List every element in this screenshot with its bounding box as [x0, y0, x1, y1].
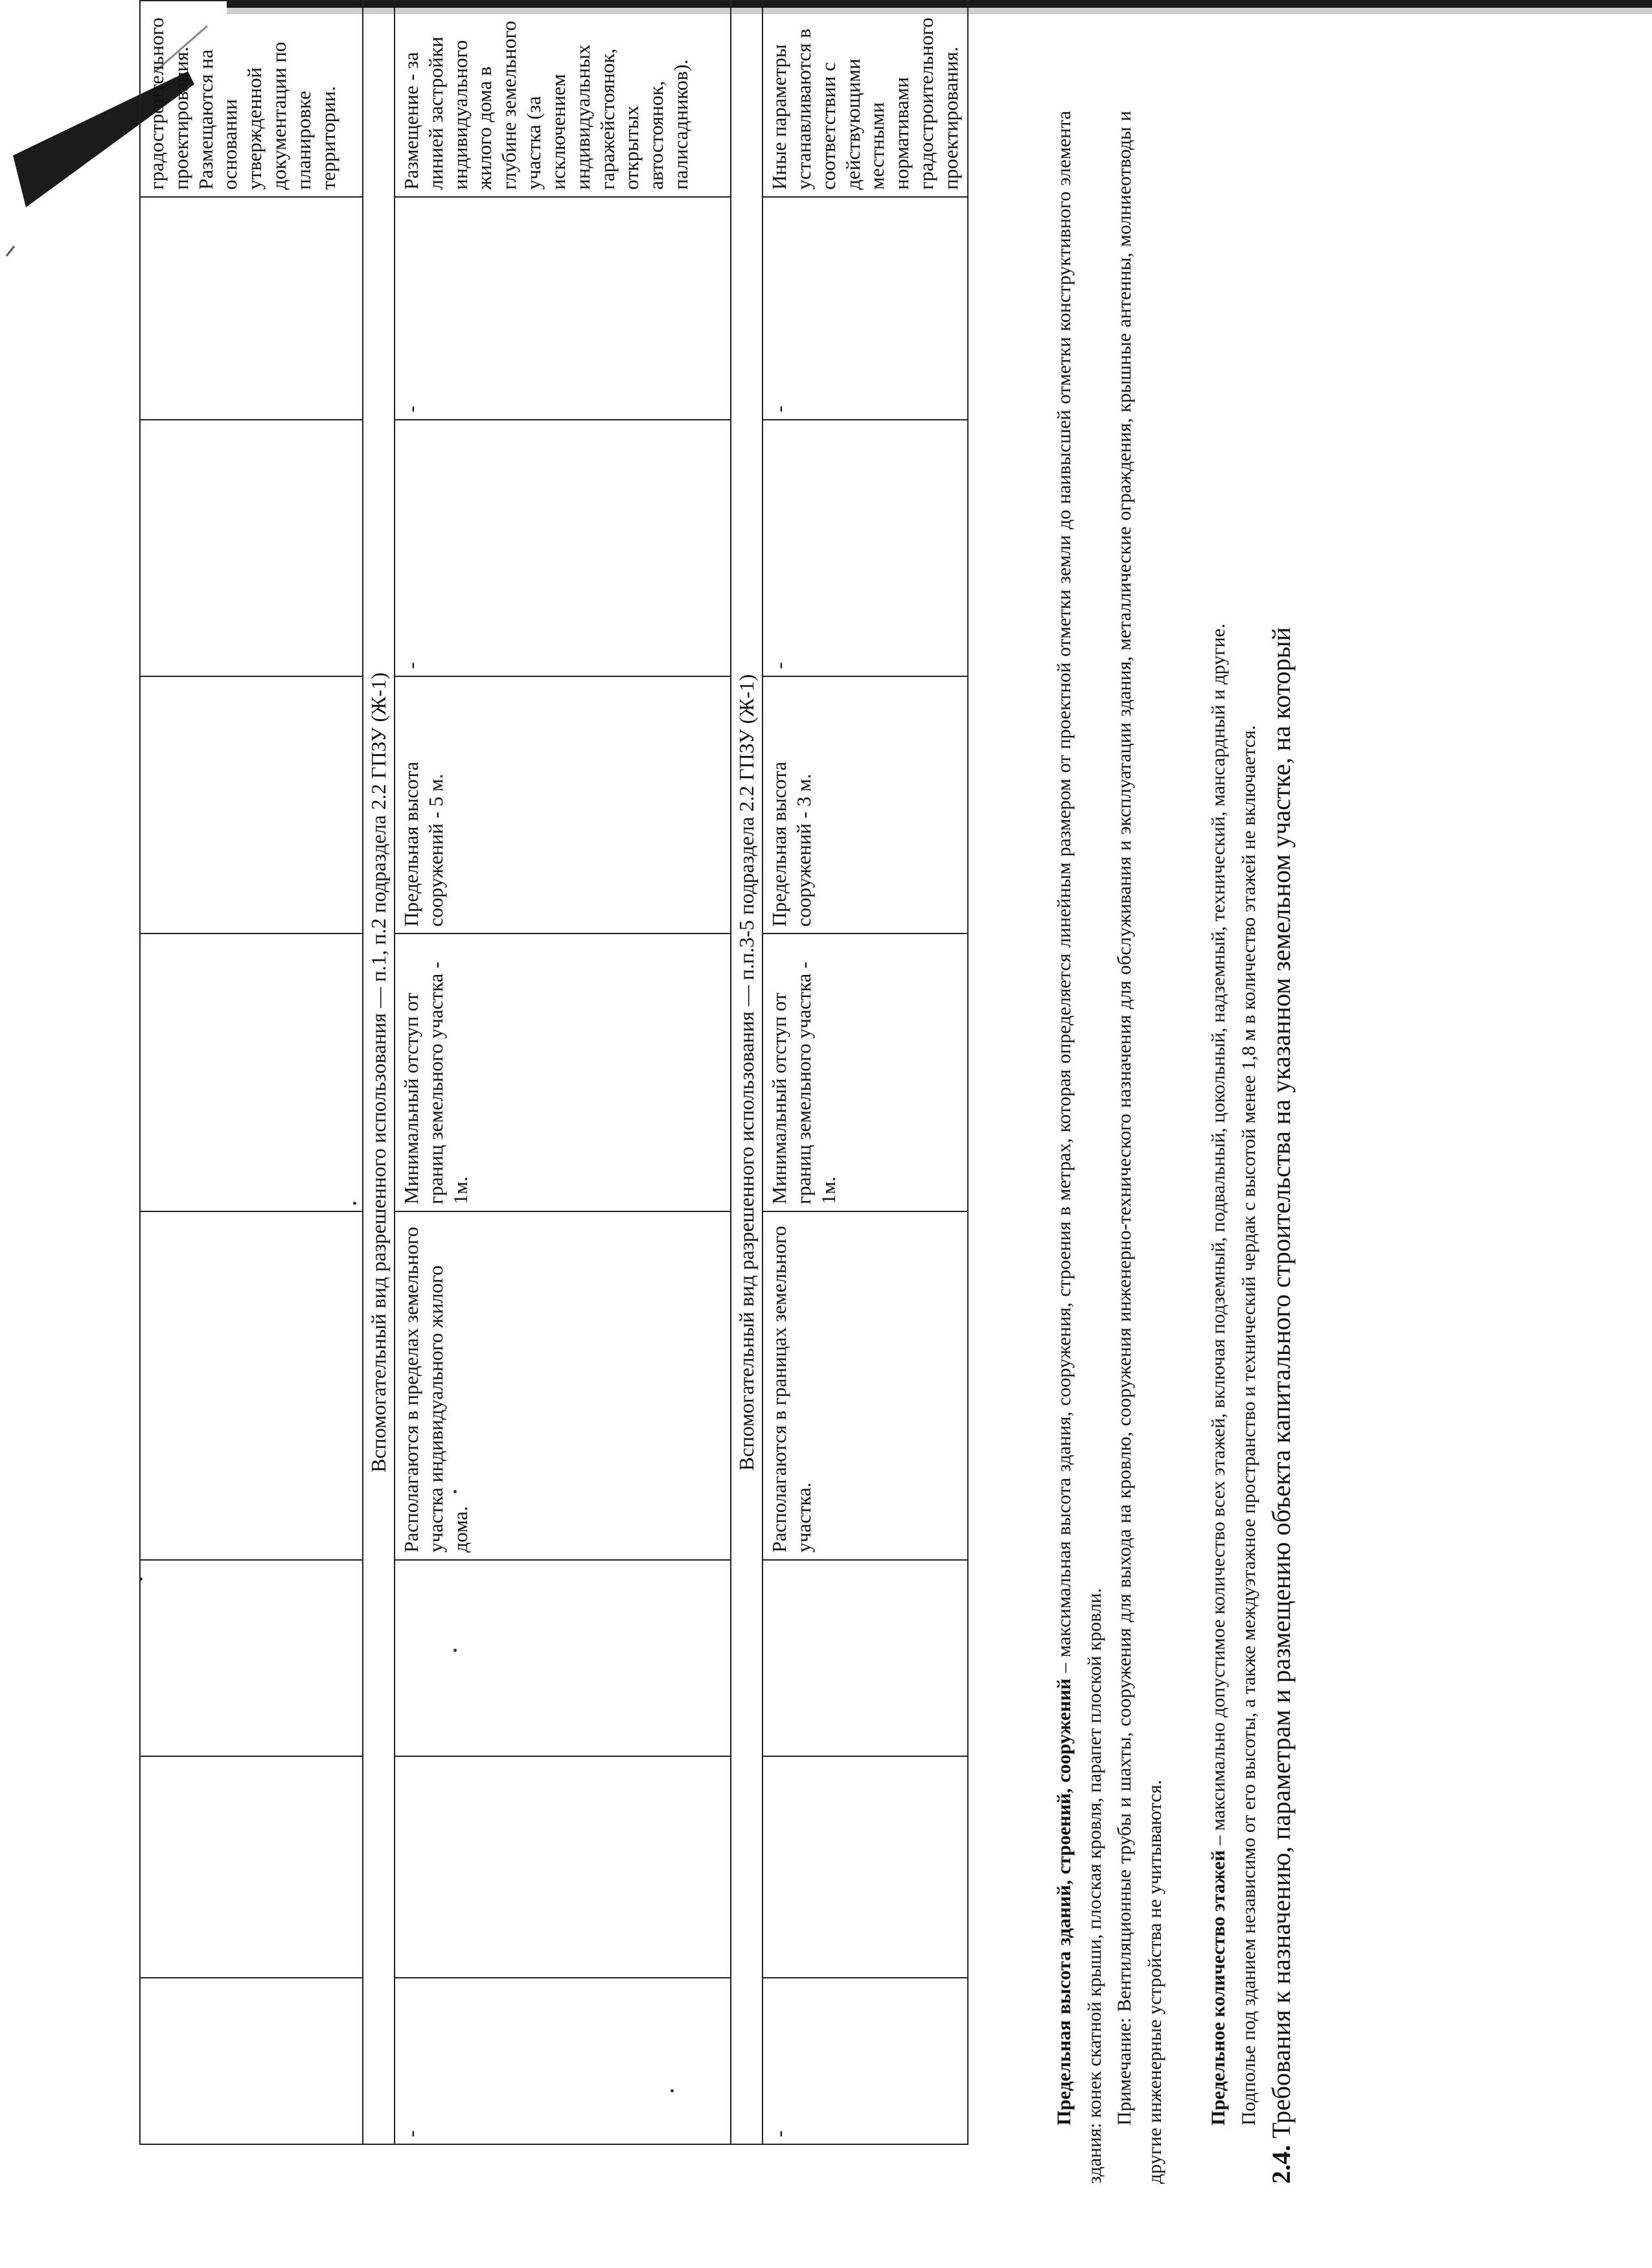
section-title-text: Требования к назначению, параметрам и размещению объекта капитального строительства на указанном земельном участке, на который: [1267, 627, 1296, 2145]
table-cell: -: [763, 197, 968, 420]
table-cell: -: [395, 420, 731, 676]
table-cell: [140, 420, 363, 676]
table-cell: [140, 1211, 363, 1560]
table-cell: [140, 197, 363, 420]
table-cell: Предельная высота сооружений - 3 м.: [763, 676, 968, 934]
table-cell: -: [395, 1978, 731, 2144]
body-text: [1050, 111, 1299, 2184]
floors-paragraph: [1204, 111, 1234, 2184]
table-cell: Иные параметры устанавливаются в соответствии с действующими местными нормативами градостроительного проектирования.: [763, 1, 968, 197]
table-cell: [763, 1756, 968, 1978]
table-cell: Предельная высота сооружений - 5 м.: [395, 676, 731, 934]
table-cell: [763, 1560, 968, 1756]
table-cell: -: [395, 197, 731, 420]
table-cell: Располагаются в пределах земельного участка индивидуального жилого дома.: [395, 1211, 731, 1560]
table-section-row: [731, 1, 763, 2144]
section-heading: [1264, 111, 1299, 2184]
basement-paragraph: Подполье под зданием независимо от его высоты, а также междуэтажное пространство и технический чердак с высотой менее 1,8 м в количество этажей не включается.: [1237, 725, 1259, 2125]
floors-definition: – максимально допустимое количество всех этажей, включая подземный, подвальный, цокольный, надземный, технический, мансардный и другие.: [1208, 623, 1229, 1850]
table-cell: [140, 676, 363, 934]
height-paragraph: [1050, 111, 1110, 2184]
section-title: Вспомогательный вид разрешенного использования — п.1, п.2 подраздела 2.2 ГПЗУ (Ж-1): [363, 1, 395, 2144]
table-cell: Минимальный отступ от границ земельного участка - 1м.: [395, 934, 731, 1211]
table-cell: [395, 1560, 731, 1756]
table-row: [140, 1, 363, 2144]
section-number: 2.4.: [1267, 2145, 1296, 2184]
table-cell: Располагаются в границах земельного участка.: [763, 1211, 968, 1560]
table-cell: [140, 934, 363, 1211]
table-cell: [395, 1756, 731, 1978]
table-cell: -: [763, 420, 968, 676]
table-cell: -: [763, 1978, 968, 2144]
section-title: Вспомогательный вид разрешенного использования — п.п.3-5 подраздела 2.2 ГПЗУ (Ж-1): [731, 1, 763, 2144]
note-paragraph: Примечание: Вентиляционные трубы и шахты, сооружения для выхода на кровлю, сооружения инженерно-технического назначения для обслуживания и эксплуатации здания, металлические ограждения, крышные антенны, молниеотводы и другие инженерные устройства не учитываются.: [1114, 111, 1165, 2184]
table-cell: [140, 1978, 363, 2144]
table-cell: [140, 1560, 363, 1756]
term-height: Предельная высота зданий, строений, сооружений: [1053, 1678, 1075, 2125]
table-cell: [140, 1756, 363, 1978]
height-definition: – максимальная высота здания, сооружения, строения в метрах, которая определяется линейным размером от проектной отметки земли до наивысшей отметки конструктивного элемента здания: конек скатной крыши, плоская кровля, парапет плоской кровли.: [1053, 111, 1105, 2184]
table-cell: Размещение - за линией застройки индивидуального жилого дома в глубине земельного участка (за исключением индивидуальных гаражейстоянок, открытых автостоянок, палисадников).: [395, 1, 731, 197]
parameters-table: [139, 0, 969, 2145]
table-row: [395, 1, 731, 2144]
term-floors: Предельное количество этажей: [1208, 1850, 1229, 2125]
table-cell: Минимальный отступ от границ земельного участка - 1м.: [763, 934, 968, 1211]
table-row: [763, 1, 968, 2144]
table-section-row: [363, 1, 395, 2144]
table-cell: градостроительного проектирования. Размещаются на основании утвержденной документации по планировке территории.: [140, 1, 363, 197]
